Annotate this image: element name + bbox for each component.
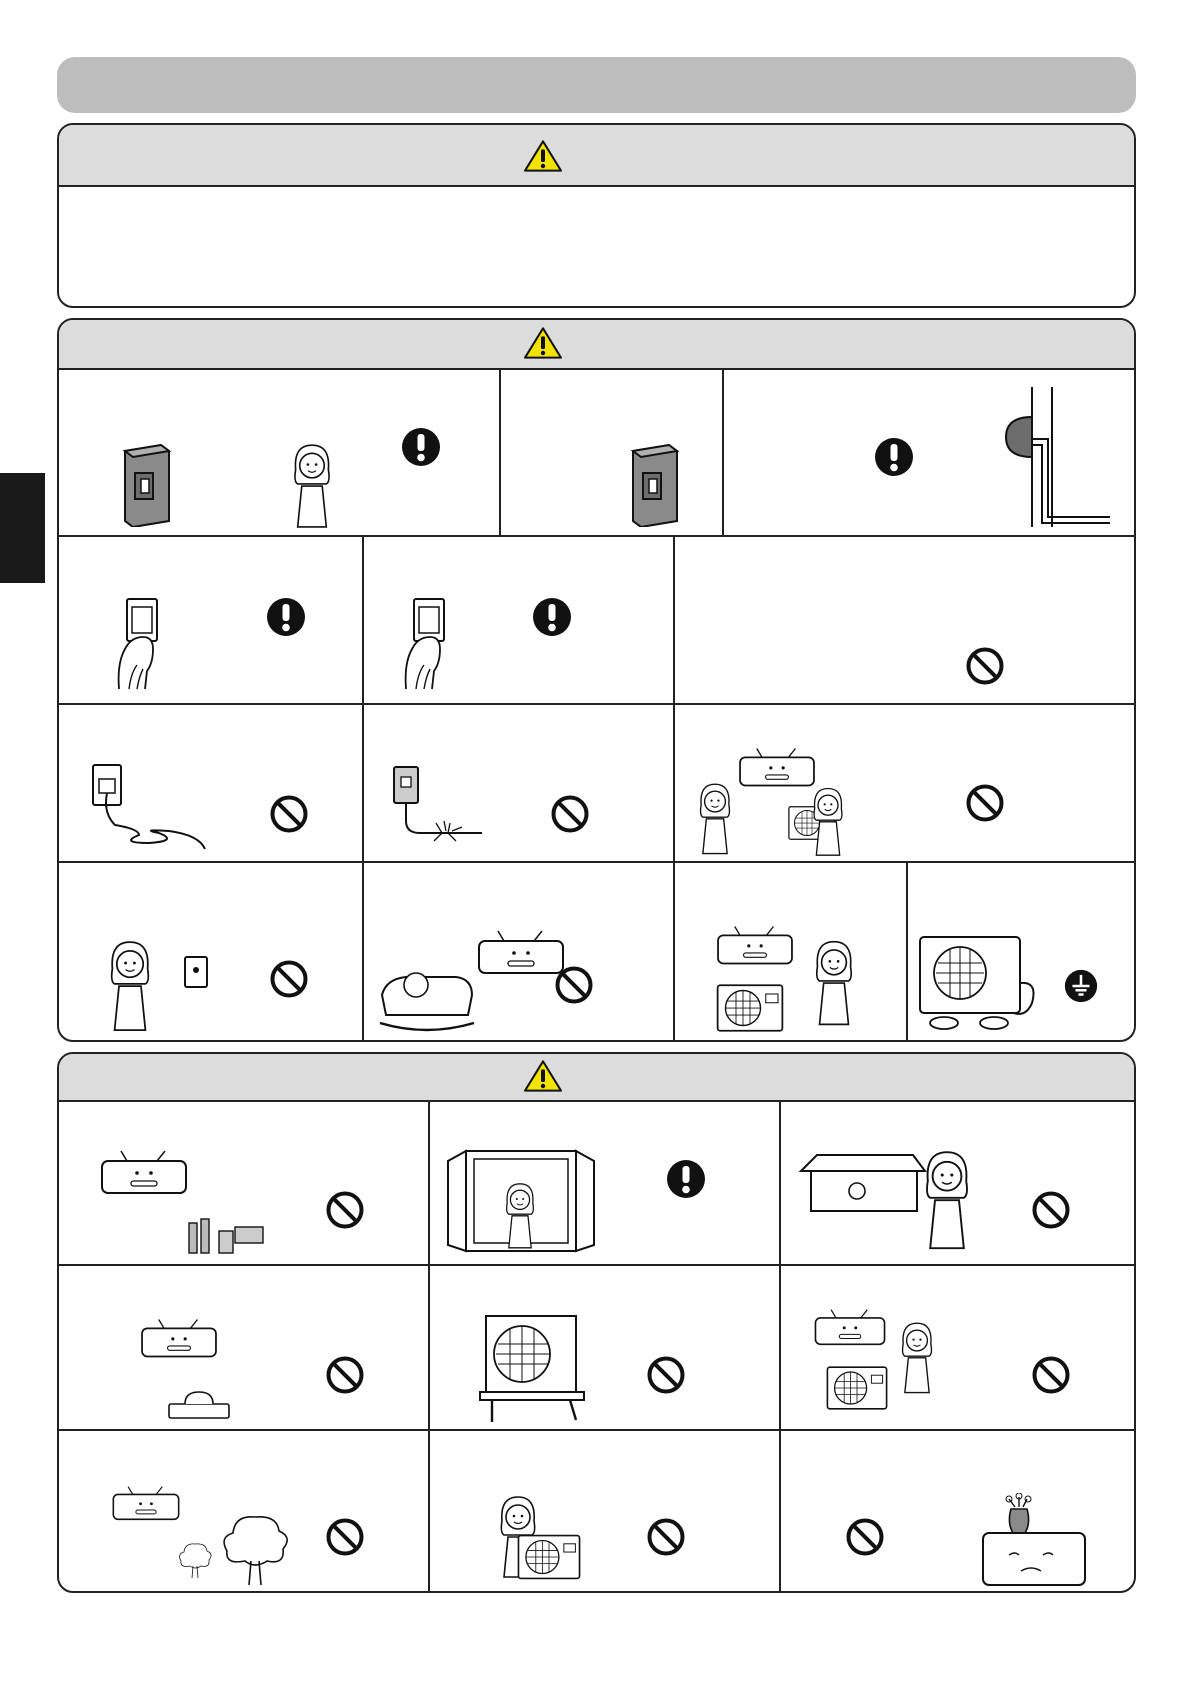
exclamation-circle-icon: [874, 437, 914, 477]
gas-stove-illustration: [167, 1386, 231, 1422]
vase-on-unit-illustration: [979, 1493, 1089, 1589]
warning-triangle-icon: [523, 1059, 563, 1093]
prohibition-icon: [845, 1517, 885, 1557]
warning-cell-coiled-cord: [59, 705, 364, 863]
caution-cell-vase: [781, 1431, 1136, 1593]
circuit-breaker-illustration: [119, 441, 175, 527]
prohibition-icon: [1031, 1190, 1071, 1230]
prohibition-icon: [325, 1517, 365, 1557]
exclamation-circle-icon: [532, 597, 572, 637]
prohibition-icon: [269, 794, 309, 834]
warning-cell-ground: [908, 863, 1136, 1042]
prohibition-icon: [965, 783, 1005, 823]
indoor-unit-open-illustration: [797, 1141, 927, 1221]
warning-cell-text-only: [675, 537, 1136, 705]
prohibition-icon: [1031, 1355, 1071, 1395]
child-with-stick-illustration: [689, 779, 741, 857]
indoor-unit-illustration: [99, 1147, 189, 1197]
exclamation-circle-icon: [266, 597, 306, 637]
caution-cell-plants-airflow: [59, 1431, 430, 1593]
warning-cell-breaker-phone: [59, 369, 501, 537]
exclamation-circle-icon: [401, 427, 441, 467]
indoor-unit-illustration: [476, 927, 566, 977]
warning-cell-baby-airflow: [364, 863, 675, 1042]
caution-cell-stove: [59, 1266, 430, 1431]
page-title-bar: [57, 57, 1136, 113]
warning-cell-breaker: [501, 369, 724, 537]
ground-icon: [1064, 969, 1098, 1003]
warning-section-header: [59, 320, 1134, 370]
coiled-cord-illustration: [79, 757, 209, 857]
caution-cell-food-storage: [59, 1101, 430, 1266]
child-illustration: [803, 783, 853, 859]
girl-spraying-illustration: [891, 1316, 943, 1398]
warning-triangle-icon: [523, 326, 563, 360]
trees-illustration: [215, 1505, 295, 1589]
prohibition-icon: [646, 1355, 686, 1395]
warning-cell-plug-2: [364, 537, 675, 705]
caution-cell-louver: [781, 1101, 1136, 1266]
outdoor-unit-broken-stand-illustration: [478, 1312, 588, 1424]
baby-cradle-illustration: [376, 945, 476, 1035]
caution-cell-window: [430, 1101, 781, 1266]
prohibition-icon: [550, 794, 590, 834]
outdoor-unit-illustration: [516, 1531, 582, 1583]
warning-cell-damaged-cord: [364, 705, 675, 863]
wall-pipe-illustration: [992, 377, 1112, 527]
side-chapter-tab: [0, 473, 45, 583]
bottles-cans-illustration: [185, 1209, 269, 1257]
prohibition-icon: [965, 646, 1005, 686]
prohibition-icon: [325, 1355, 365, 1395]
girl-illustration: [911, 1145, 983, 1253]
warning-cell-hands-units: [675, 863, 908, 1042]
indoor-unit-illustration: [111, 1483, 181, 1523]
outdoor-unit-illustration: [825, 1362, 889, 1414]
warning-cell-plug-1: [59, 537, 364, 705]
warning-section: [57, 318, 1136, 1042]
caution-section: [57, 1052, 1136, 1593]
sad-indoor-unit-illustration: [813, 1306, 887, 1348]
girl-phone-illustration: [281, 439, 343, 531]
prohibition-icon: [269, 959, 309, 999]
indoor-unit-illustration: [139, 1316, 219, 1360]
outdoor-unit-mascot-illustration: [914, 933, 1044, 1033]
warning-cell-wet-hands: [59, 863, 364, 1042]
indoor-unit-illustration: [715, 923, 795, 967]
hand-plug-illustration: [109, 593, 179, 693]
caution-cell-broken-stand: [430, 1266, 781, 1431]
notice-section-header: [59, 125, 1134, 187]
girl-illustration: [97, 935, 163, 1035]
child-hat-illustration: [803, 929, 865, 1035]
notice-section: [57, 123, 1136, 308]
exclamation-circle-icon: [666, 1159, 706, 1199]
prohibition-icon: [325, 1190, 365, 1230]
circuit-breaker-illustration: [627, 441, 683, 527]
caution-cell-climbing: [430, 1431, 781, 1593]
hand-plug-illustration: [396, 593, 466, 693]
wall-socket-illustration: [179, 953, 215, 993]
outdoor-unit-illustration: [715, 981, 785, 1035]
prohibition-icon: [554, 965, 594, 1005]
caution-cell-plants-outdoor: [781, 1266, 1136, 1431]
damaged-cord-illustration: [386, 761, 486, 851]
potted-plant-illustration: [175, 1531, 215, 1587]
girl-in-window-illustration: [494, 1179, 546, 1251]
warning-cell-children-stick: [675, 705, 1136, 863]
warning-cell-wall-pipe: [724, 369, 1136, 537]
prohibition-icon: [646, 1517, 686, 1557]
caution-section-header: [59, 1054, 1134, 1102]
warning-triangle-icon: [523, 139, 563, 173]
